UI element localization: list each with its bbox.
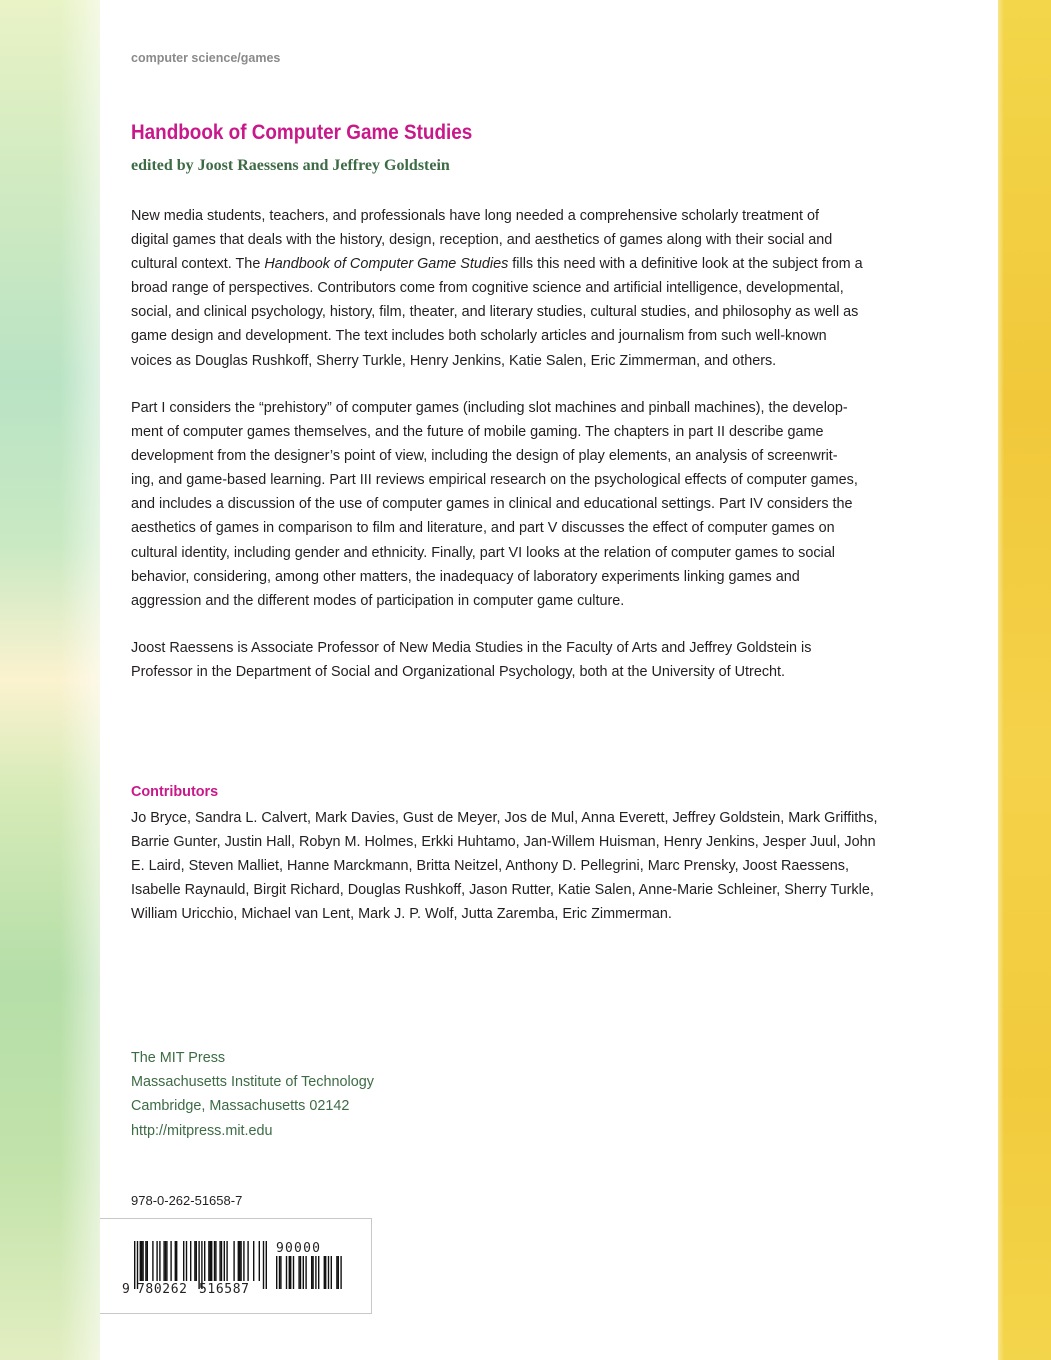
barcode-bar bbox=[186, 1241, 187, 1281]
barcode-bar bbox=[170, 1241, 171, 1281]
text-line: broad range of perspectives. Contributors come from cognitive science and artificial intelligence, developmental, bbox=[131, 280, 844, 297]
text-line: and includes a discussion of the use of computer games in clinical and educational settings. Part IV considers the bbox=[131, 496, 853, 513]
text-line: Part I considers the “prehistory” of computer games (including slot machines and pinball machines), the develop- bbox=[131, 400, 848, 416]
barcode-bar bbox=[175, 1241, 176, 1281]
barcode-lead-digit: 9 bbox=[122, 1282, 130, 1297]
barcode bbox=[100, 1219, 371, 1313]
text-line: William Uricchio, Michael van Lent, Mark J. P. Wolf, Jutta Zaremba, Eric Zimmerman. bbox=[131, 906, 672, 923]
barcode-bar bbox=[266, 1241, 267, 1289]
text-line: game design and development. The text includes both scholarly articles and journalism from such well-known bbox=[131, 328, 827, 345]
barcode-bar bbox=[152, 1241, 153, 1281]
barcode-addon-bar bbox=[276, 1256, 277, 1289]
text-line: Barrie Gunter, Justin Hall, Robyn M. Holmes, Erkki Huhtamo, Jan-Willem Huisman, Henry Jenkins, Jesper Juul, John bbox=[131, 834, 876, 851]
barcode-addon-bar bbox=[336, 1256, 337, 1289]
barcode-addon-bar bbox=[324, 1256, 325, 1289]
barcode-bar bbox=[147, 1241, 148, 1281]
barcode-bar bbox=[194, 1241, 195, 1281]
barcode-bar bbox=[221, 1241, 222, 1281]
barcode-bar bbox=[145, 1241, 146, 1281]
barcode-addon-digits: 90000 bbox=[276, 1241, 322, 1256]
text-line: ment of computer games themselves, and the future of mobile gaming. The chapters in part II describe game bbox=[131, 424, 824, 441]
barcode-bar bbox=[238, 1241, 239, 1281]
barcode-bar bbox=[176, 1241, 177, 1281]
text-line: cultural identity, including gender and ethnicity. Finally, part VI looks at the relation of computer games to social bbox=[131, 544, 835, 561]
barcode-addon-bar bbox=[325, 1256, 326, 1289]
barcode-addon-bar bbox=[298, 1256, 299, 1289]
barcode-addon-bar bbox=[300, 1256, 301, 1289]
barcode-box bbox=[100, 1218, 372, 1314]
barcode-addon-bar bbox=[289, 1256, 290, 1289]
barcode-bar bbox=[208, 1241, 209, 1281]
publisher-address: Cambridge, Massachusetts 02142 bbox=[131, 1098, 350, 1115]
right-yellow-band bbox=[998, 0, 1051, 1360]
barcode-right-digits: 516587 bbox=[199, 1282, 250, 1297]
text-line: voices as Douglas Rushkoff, Sherry Turkle, Henry Jenkins, Katie Salen, Eric Zimmerman, and others. bbox=[131, 352, 777, 369]
barcode-addon-bar bbox=[286, 1256, 287, 1289]
barcode-addon-bar bbox=[290, 1256, 291, 1289]
barcode-addon-bar bbox=[340, 1256, 341, 1289]
barcode-addon-bar bbox=[315, 1256, 316, 1289]
text-line: social, and clinical psychology, history, film, theater, and literary studies, cultural studies, and philosophy as well as bbox=[131, 304, 859, 321]
barcode-bar bbox=[141, 1241, 142, 1281]
barcode-bar bbox=[219, 1241, 220, 1281]
text-line: ing, and game-based learning. Part III reviews empirical research on the psychological effects of computer games, bbox=[131, 472, 858, 489]
barcode-bar bbox=[196, 1241, 197, 1281]
publisher-block bbox=[131, 1046, 374, 1143]
editors-bio-paragraph bbox=[131, 636, 876, 684]
barcode-addon-bar bbox=[279, 1256, 280, 1289]
publisher-institute: Massachusetts Institute of Technology bbox=[131, 1074, 374, 1091]
barcode-addon-bars bbox=[276, 1256, 342, 1289]
barcode-bar bbox=[165, 1241, 166, 1281]
barcode-bar bbox=[183, 1241, 184, 1281]
barcode-addon-bar bbox=[311, 1256, 312, 1289]
publisher-url[interactable]: http://mitpress.mit.edu bbox=[131, 1122, 273, 1139]
barcode-addon-bar bbox=[293, 1256, 294, 1289]
contributors-heading: Contributors bbox=[131, 784, 219, 800]
isbn-number: 978-0-262-51658-7 bbox=[131, 1193, 243, 1208]
barcode-addon-bar bbox=[318, 1256, 319, 1289]
barcode-bar bbox=[259, 1241, 260, 1281]
barcode-bar bbox=[142, 1241, 143, 1281]
description-paragraph-2 bbox=[131, 396, 876, 613]
barcode-bar bbox=[163, 1241, 164, 1281]
barcode-addon-bar bbox=[338, 1256, 339, 1289]
barcode-bar bbox=[156, 1241, 157, 1281]
barcode-addon-bar bbox=[328, 1256, 329, 1289]
barcode-bar bbox=[226, 1241, 227, 1281]
barcode-addon-bar bbox=[280, 1256, 281, 1289]
text-segment: cultural context. The bbox=[131, 256, 265, 273]
left-gradient-band bbox=[0, 0, 100, 1360]
text-line: New media students, teachers, and professionals have long needed a comprehensive scholarly treatment of bbox=[131, 208, 819, 224]
barcode-bar bbox=[204, 1241, 205, 1281]
text-line: development from the designer’s point of view, including the design of play elements, an analysis of screenwrit- bbox=[131, 448, 838, 465]
barcode-addon-bar bbox=[331, 1256, 332, 1289]
description-paragraph-1 bbox=[131, 204, 876, 373]
barcode-bar bbox=[214, 1241, 215, 1281]
contributors-list bbox=[131, 806, 876, 926]
publisher-name: The MIT Press bbox=[131, 1050, 226, 1066]
barcode-bar bbox=[263, 1241, 264, 1289]
barcode-bar bbox=[233, 1241, 234, 1281]
category-label: computer science/games bbox=[131, 51, 281, 65]
book-editors: edited by Joost Raessens and Jeffrey Goldstein bbox=[131, 157, 450, 174]
barcode-bar bbox=[224, 1241, 225, 1281]
barcode-addon-bar bbox=[303, 1256, 304, 1289]
barcode-addon-bar bbox=[312, 1256, 313, 1289]
barcode-bar bbox=[190, 1241, 191, 1281]
text-line: E. Laird, Steven Malliet, Hanne Marckmann, Britta Neitzel, Anthony D. Pellegrini, Marc Prensky, Joost Raessens, bbox=[131, 858, 849, 875]
text-line: Jo Bryce, Sandra L. Calvert, Mark Davies, Gust de Meyer, Jos de Mul, Anna Everett, Jeffrey Goldstein, Mark Griffiths, bbox=[131, 810, 878, 826]
barcode-bar bbox=[215, 1241, 216, 1281]
barcode-bar bbox=[253, 1241, 254, 1281]
text-line bbox=[131, 252, 876, 276]
text-segment: fills this need with a definitive look at the subject from a bbox=[508, 256, 863, 273]
text-line: aggression and the different modes of participation in computer game culture. bbox=[131, 592, 625, 609]
book-title: Handbook of Computer Game Studies bbox=[131, 121, 473, 144]
barcode-bar bbox=[239, 1241, 240, 1281]
text-line: aesthetics of games in comparison to film and literature, and part V discusses the effect of computer games on bbox=[131, 520, 835, 537]
barcode-bar bbox=[134, 1241, 135, 1289]
barcode-bar bbox=[240, 1241, 241, 1281]
barcode-bar bbox=[140, 1241, 141, 1281]
barcode-left-digits: 780262 bbox=[137, 1282, 188, 1297]
barcode-bar bbox=[210, 1241, 211, 1281]
text-line: Isabelle Raynauld, Birgit Richard, Douglas Rushkoff, Jason Rutter, Katie Salen, Anne-Marie Schleiner, Sherry Turkle, bbox=[131, 882, 874, 899]
barcode-bar bbox=[247, 1241, 248, 1281]
barcode-bar bbox=[211, 1241, 212, 1281]
barcode-addon-bar bbox=[305, 1256, 306, 1289]
text-line: Joost Raessens is Associate Professor of New Media Studies in the Faculty of Arts and Jeffrey Goldstein is bbox=[131, 640, 812, 656]
text-line: digital games that deals with the history, design, reception, and aesthetics of games along with their social and bbox=[131, 232, 833, 249]
barcode-bar bbox=[243, 1241, 244, 1281]
italic-book-title: Handbook of Computer Game Studies bbox=[264, 256, 509, 273]
text-line: Professor in the Department of Social and Organizational Psychology, both at the University of Utrecht. bbox=[131, 664, 786, 681]
text-line: behavior, considering, among other matters, the inadequacy of laboratory experiments linking games and bbox=[131, 568, 800, 585]
barcode-bar bbox=[166, 1241, 167, 1281]
barcode-bar bbox=[159, 1241, 160, 1281]
